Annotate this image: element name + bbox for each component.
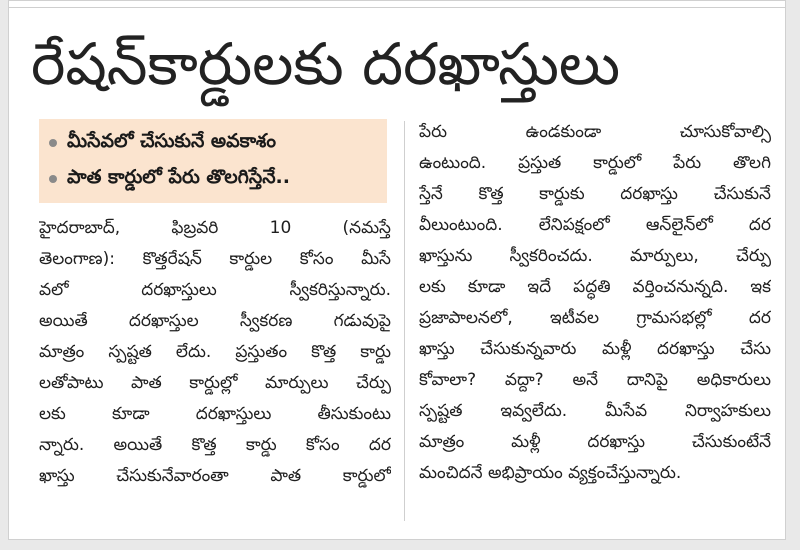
body-line: వీలుంటుంది. లేనిపక్షంలో ఆన్‌లైన్‌లో దర: [419, 215, 771, 235]
body-line: న్నారు. అయితే కొత్త కార్డు కోసం దర: [39, 435, 391, 455]
bullet-icon: [49, 175, 57, 183]
body-line: లకు కూడా ఇదే పద్ధతి వర్తించనున్నది. ఇక: [419, 277, 771, 297]
body-line: ఉంటుంది. ప్రస్తుత కార్డులో పేరు తొలగి: [419, 153, 771, 173]
body-line: కోవాలా? వద్దా? అనే దానిపై అధికారులు: [419, 370, 771, 390]
body-line: ఖాస్తు చేసుకునేవారంతా పాత కార్డులో: [39, 466, 391, 486]
highlight-item: [49, 161, 381, 197]
highlights-box: [39, 119, 387, 203]
newspaper-clipping: [8, 0, 786, 540]
body-line: వలో దరఖాస్తులు స్వీకరిస్తున్నారు.: [39, 280, 391, 300]
body-line: లతోపాటు పాత కార్డుల్లో మార్పులు చేర్పు: [39, 373, 391, 393]
left-column: [39, 213, 391, 533]
body-line: స్తేనే కొత్త కార్డుకు దరఖాస్తు చేసుకునే: [419, 184, 771, 204]
highlight-item: [49, 125, 381, 161]
body-line: హైదరాబాద్, ఫిబ్రవరి 10 (నమస్తే: [39, 218, 391, 238]
body-line: తెలంగాణ): కొత్తరేషన్ కార్డుల కోసం మీసే: [39, 249, 391, 269]
right-column: [419, 117, 771, 537]
highlight-text: మీసేవలో చేసుకునే అవకాశం: [67, 129, 276, 152]
body-line: ప్రజాపాలనలో, ఇటీవల గ్రామసభల్లో దర: [419, 308, 771, 328]
body-line: ఖాస్తును స్వీకరించదు. మార్పులు, చేర్పు: [419, 246, 771, 266]
body-line: పేరు ఉండకుండా చూసుకోవాల్సి: [419, 122, 771, 142]
body-line: అయితే దరఖాస్తుల స్వీకరణ గడువుపై: [39, 311, 391, 331]
body-line: స్పష్టత ఇవ్వలేదు. మీసేవ నిర్వాహకులు: [419, 401, 771, 421]
body-line: లకు కూడా దరఖాస్తులు తీసుకుంటు: [39, 404, 391, 424]
column-divider: [404, 121, 405, 521]
body-line: మాత్రం స్పష్టత లేదు. ప్రస్తుతం కొత్త కార్డు: [39, 342, 391, 362]
body-line: ఖాస్తు చేసుకున్నవారు మళ్లీ దరఖాస్తు చేసు: [419, 339, 771, 359]
highlight-text: పాత కార్డులో పేరు తొలగిస్తేనే..: [67, 165, 290, 188]
body-line: మాత్రం మళ్లీ దరఖాస్తు చేసుకుంటేనే: [419, 432, 771, 452]
body-line: మంచిదనే అభిప్రాయం వ్యక్తంచేస్తున్నారు.: [419, 463, 682, 483]
top-rule: [9, 1, 785, 8]
headline: రేషన్‌కార్డులకు దరఖాస్తులు: [31, 30, 621, 98]
bullet-icon: [49, 139, 57, 147]
